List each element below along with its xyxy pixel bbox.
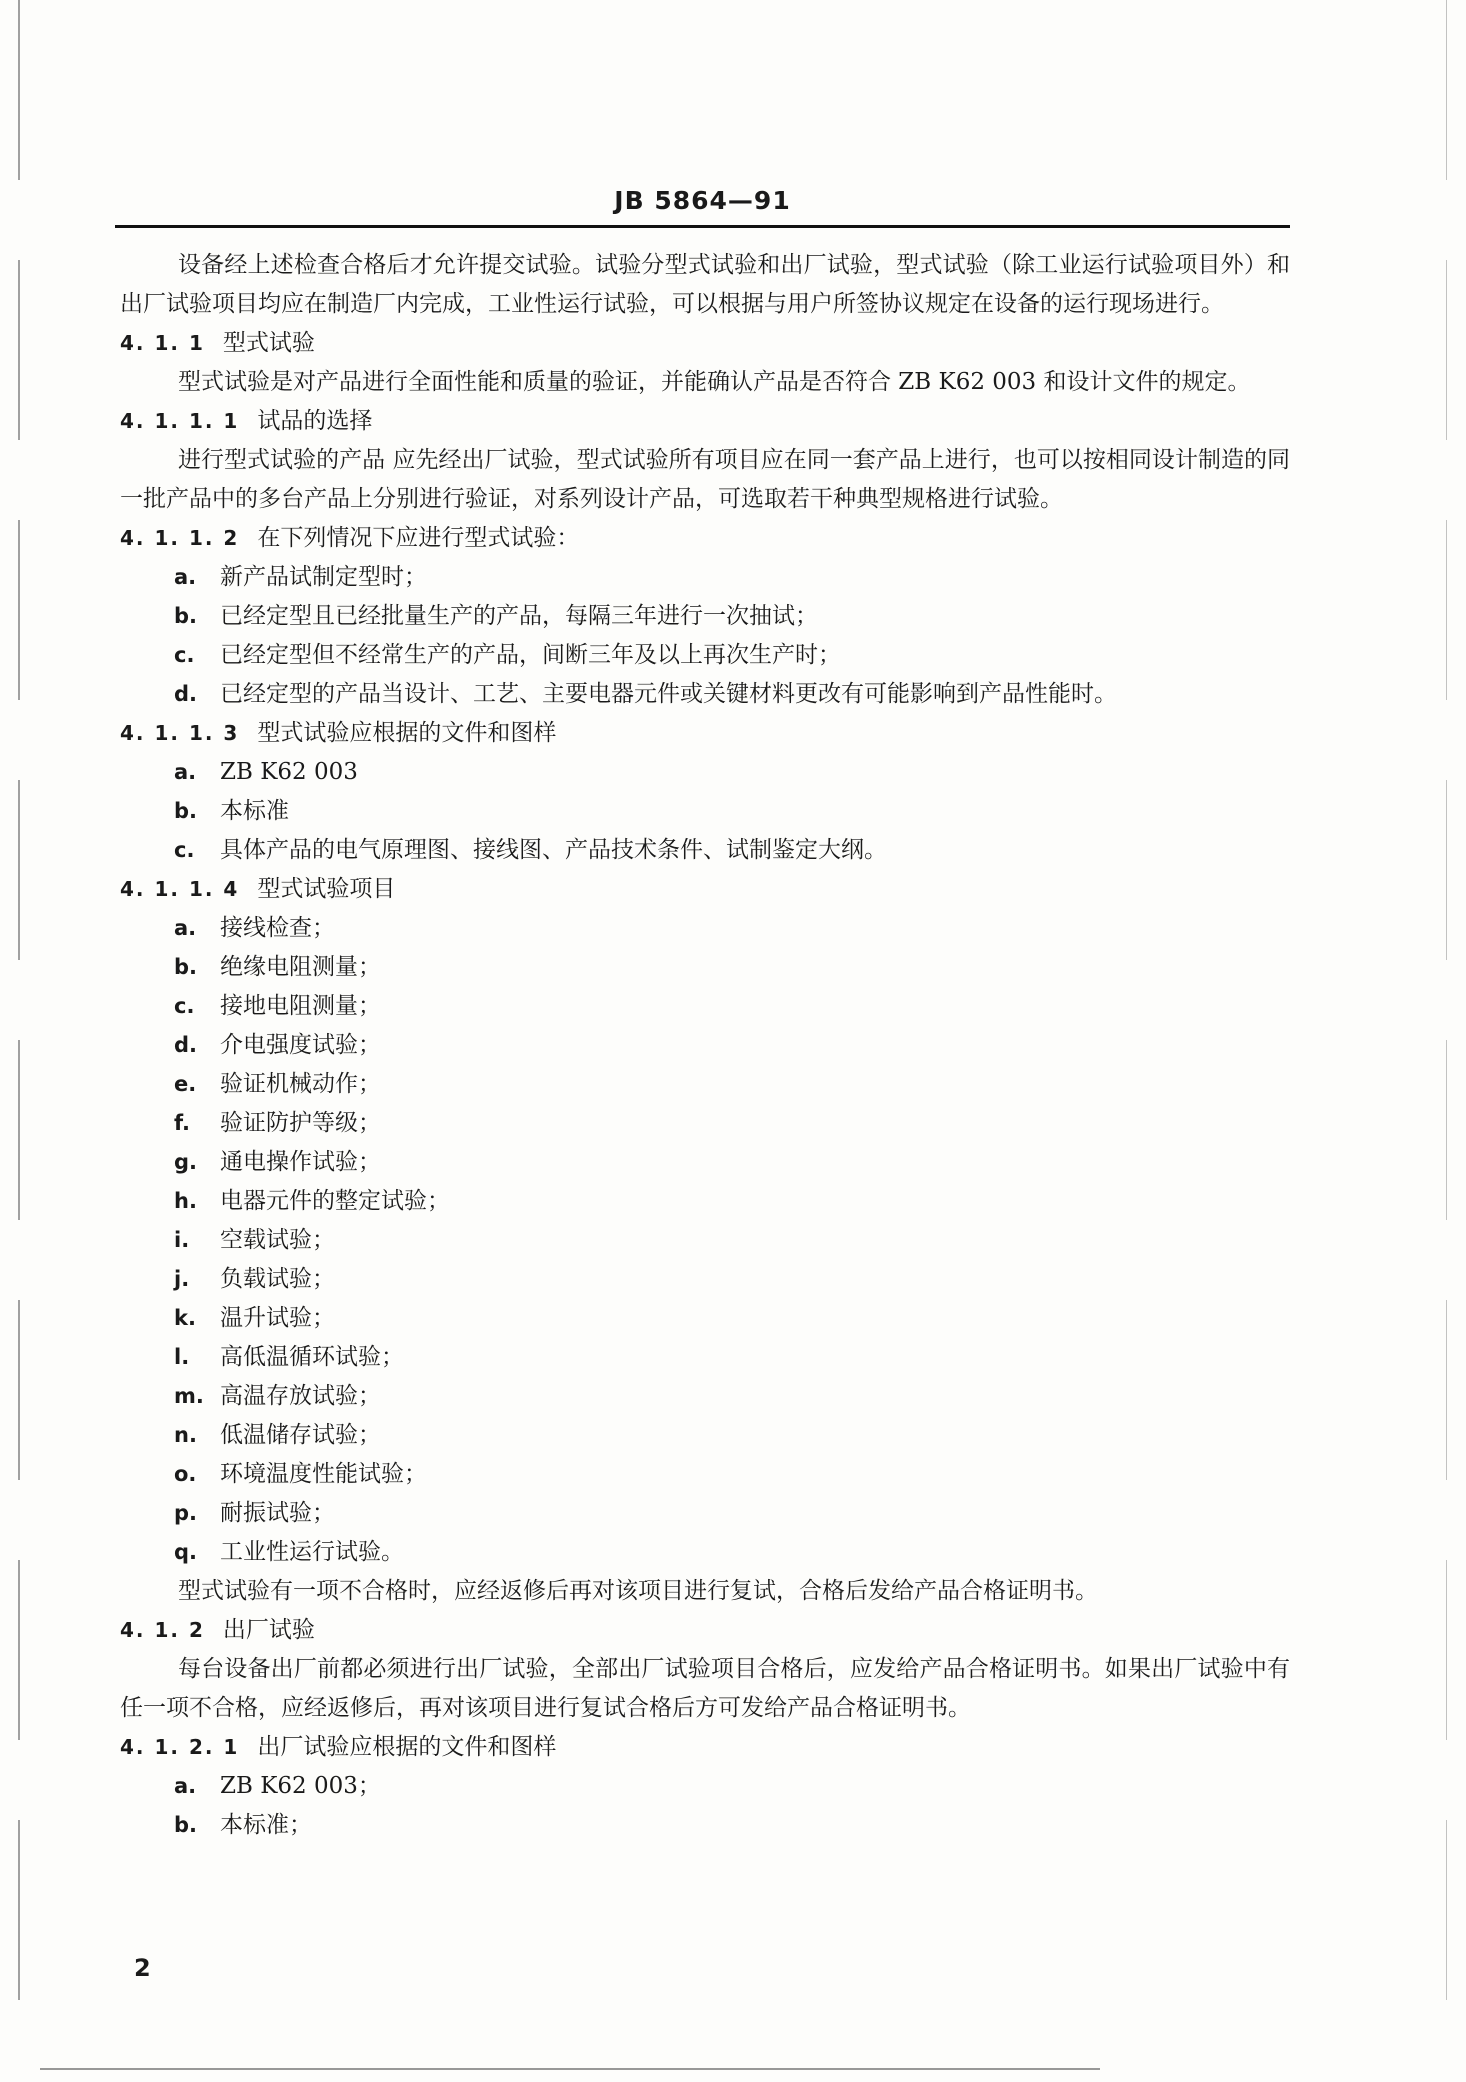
list-item-text: 负载试验； bbox=[220, 1266, 335, 1292]
section-number: 4. 1. 1. 3 bbox=[120, 721, 240, 745]
section-number: 4. 1. 2 bbox=[120, 1618, 205, 1642]
section-title: 出厂试验 bbox=[222, 1617, 315, 1643]
list-item-text: 高温存放试验； bbox=[220, 1383, 381, 1409]
list-item bbox=[120, 909, 1290, 948]
list-item bbox=[120, 1494, 1290, 1533]
list-item bbox=[120, 1338, 1290, 1377]
list-item-text: 具体产品的电气原理图、接线图、产品技术条件、试制鉴定大纲。 bbox=[220, 837, 887, 863]
list-4-1-2-1 bbox=[120, 1767, 1290, 1845]
list-item-label: p. bbox=[174, 1501, 198, 1525]
section-4-1-1-4-heading bbox=[120, 870, 1290, 909]
list-item-text: 验证防护等级； bbox=[220, 1110, 381, 1136]
scan-bottom-edge bbox=[40, 2068, 1100, 2070]
list-item-text: 验证机械动作； bbox=[220, 1071, 381, 1097]
list-item-label: j. bbox=[174, 1267, 190, 1291]
list-item bbox=[120, 1416, 1290, 1455]
list-item bbox=[120, 1182, 1290, 1221]
list-item-text: 已经定型但不经常生产的产品，间断三年及以上再次生产时； bbox=[220, 642, 841, 668]
list-item-text: 工业性运行试验。 bbox=[220, 1539, 404, 1565]
list-item-text: 通电操作试验； bbox=[220, 1149, 381, 1175]
list-item bbox=[120, 1026, 1290, 1065]
list-item-label: f. bbox=[174, 1111, 190, 1135]
list-item-text: 空载试验； bbox=[220, 1227, 335, 1253]
list-item bbox=[120, 1767, 1290, 1806]
list-item-label: g. bbox=[174, 1150, 198, 1174]
section-4-1-1-1-heading bbox=[120, 402, 1290, 441]
section-number: 4. 1. 1. 4 bbox=[120, 877, 240, 901]
list-item-label: b. bbox=[174, 1813, 198, 1837]
list-item bbox=[120, 987, 1290, 1026]
standard-code-header: JB 5864—91 bbox=[614, 186, 791, 215]
list-item bbox=[120, 1533, 1290, 1572]
section-number: 4. 1. 2. 1 bbox=[120, 1735, 240, 1759]
section-4-1-1-text: 型式试验是对产品进行全面性能和质量的验证，并能确认产品是否符合 ZB K62 003 和设计文件的规定。 bbox=[178, 369, 1251, 395]
list-item bbox=[120, 1065, 1290, 1104]
list-4-1-1-2 bbox=[120, 558, 1290, 714]
list-item-label: b. bbox=[174, 799, 198, 823]
list-item-label: d. bbox=[174, 1033, 198, 1057]
list-item-label: e. bbox=[174, 1072, 197, 1096]
document-body bbox=[120, 246, 1290, 1845]
list-item bbox=[120, 1260, 1290, 1299]
list-item bbox=[120, 1221, 1290, 1260]
list-item-label: q. bbox=[174, 1540, 198, 1564]
list-4-1-1-4 bbox=[120, 909, 1290, 1572]
list-item-label: a. bbox=[174, 1774, 197, 1798]
section-number: 4. 1. 1. 1 bbox=[120, 409, 240, 433]
section-4-1-2-1-heading bbox=[120, 1728, 1290, 1767]
list-item bbox=[120, 1299, 1290, 1338]
list-item bbox=[120, 597, 1290, 636]
header-rule bbox=[115, 225, 1290, 228]
list-item-text: 环境温度性能试验； bbox=[220, 1461, 427, 1487]
list-item-label: n. bbox=[174, 1423, 197, 1447]
list-item-text: 高低温循环试验； bbox=[220, 1344, 404, 1370]
list-item bbox=[120, 1143, 1290, 1182]
list-item-label: d. bbox=[174, 682, 198, 706]
list-item bbox=[120, 636, 1290, 675]
list-item-text: 电器元件的整定试验； bbox=[220, 1188, 450, 1214]
list-item-text: ZB K62 003 bbox=[220, 759, 358, 785]
list-item-label: c. bbox=[174, 994, 195, 1018]
list-item bbox=[120, 831, 1290, 870]
list-item-label: c. bbox=[174, 838, 195, 862]
section-4-1-2-heading bbox=[120, 1611, 1290, 1650]
list-item-label: h. bbox=[174, 1189, 197, 1213]
section-title: 型式试验 bbox=[222, 330, 315, 356]
list-item-text: 低温储存试验； bbox=[220, 1422, 381, 1448]
list-item-text: 本标准 bbox=[220, 798, 289, 824]
list-item bbox=[120, 1455, 1290, 1494]
intro-paragraph: 设备经上述检查合格后才允许提交试验。试验分型式试验和出厂试验，型式试验（除工业运行试验项目外）和出厂试验项目均应在制造厂内完成，工业性运行试验，可以根据与用户所签协议规定在设备的运行现场进行。 bbox=[120, 252, 1290, 317]
list-item-label: b. bbox=[174, 955, 198, 979]
list-item bbox=[120, 1806, 1290, 1845]
list-item-text: 已经定型的产品当设计、工艺、主要电器元件或关键材料更改有可能影响到产品性能时。 bbox=[220, 681, 1117, 707]
list-item-label: a. bbox=[174, 565, 197, 589]
section-title: 出厂试验应根据的文件和图样 bbox=[257, 1734, 557, 1760]
list-item-text: 绝缘电阻测量； bbox=[220, 954, 381, 980]
scan-edge-right bbox=[1446, 0, 1447, 2050]
list-item-label: i. bbox=[174, 1228, 190, 1252]
section-4-1-1-3-heading bbox=[120, 714, 1290, 753]
list-item bbox=[120, 753, 1290, 792]
list-item bbox=[120, 948, 1290, 987]
section-4-1-1-4-note: 型式试验有一项不合格时，应经返修后再对该项目进行复试，合格后发给产品合格证明书。 bbox=[178, 1578, 1098, 1604]
list-item-text: 已经定型且已经批量生产的产品，每隔三年进行一次抽试； bbox=[220, 603, 818, 629]
list-item-label: m. bbox=[174, 1384, 204, 1408]
list-item-label: c. bbox=[174, 643, 195, 667]
list-item-label: a. bbox=[174, 916, 197, 940]
scan-edge-left bbox=[18, 0, 20, 2050]
page-number: 2 bbox=[134, 1954, 151, 1982]
list-item-label: b. bbox=[174, 604, 198, 628]
list-item bbox=[120, 558, 1290, 597]
list-item-text: 温升试验； bbox=[220, 1305, 335, 1331]
section-number: 4. 1. 1. 2 bbox=[120, 526, 240, 550]
list-item bbox=[120, 1104, 1290, 1143]
section-title: 型式试验应根据的文件和图样 bbox=[257, 720, 557, 746]
list-item-text: 新产品试制定型时； bbox=[220, 564, 427, 590]
list-item-text: 接地电阻测量； bbox=[220, 993, 381, 1019]
section-title: 在下列情况下应进行型式试验： bbox=[257, 525, 580, 551]
list-item-text: 接线检查； bbox=[220, 915, 335, 941]
section-4-1-1-2-heading bbox=[120, 519, 1290, 558]
list-item bbox=[120, 792, 1290, 831]
list-item-text: ZB K62 003； bbox=[220, 1773, 381, 1799]
list-item bbox=[120, 675, 1290, 714]
list-item-label: a. bbox=[174, 760, 197, 784]
list-4-1-1-3 bbox=[120, 753, 1290, 870]
list-item-text: 本标准； bbox=[220, 1812, 312, 1838]
list-item-label: k. bbox=[174, 1306, 196, 1330]
section-title: 型式试验项目 bbox=[257, 876, 396, 902]
section-number: 4. 1. 1 bbox=[120, 331, 205, 355]
list-item bbox=[120, 1377, 1290, 1416]
section-4-1-1-1-text: 进行型式试验的产品 应先经出厂试验，型式试验所有项目应在同一套产品上进行，也可以按相同设计制造的同一批产品中的多台产品上分别进行验证，对系列设计产品，可选取若干种典型规格进行试验。 bbox=[120, 447, 1290, 512]
section-4-1-2-text: 每台设备出厂前都必须进行出厂试验，全部出厂试验项目合格后，应发给产品合格证明书。如果出厂试验中有任一项不合格，应经返修后，再对该项目进行复试合格后方可发给产品合格证明书。 bbox=[120, 1656, 1290, 1721]
list-item-text: 耐振试验； bbox=[220, 1500, 335, 1526]
list-item-label: o. bbox=[174, 1462, 197, 1486]
list-item-text: 介电强度试验； bbox=[220, 1032, 381, 1058]
section-4-1-1-heading bbox=[120, 324, 1290, 363]
section-title: 试品的选择 bbox=[257, 408, 373, 434]
list-item-label: l. bbox=[174, 1345, 190, 1369]
